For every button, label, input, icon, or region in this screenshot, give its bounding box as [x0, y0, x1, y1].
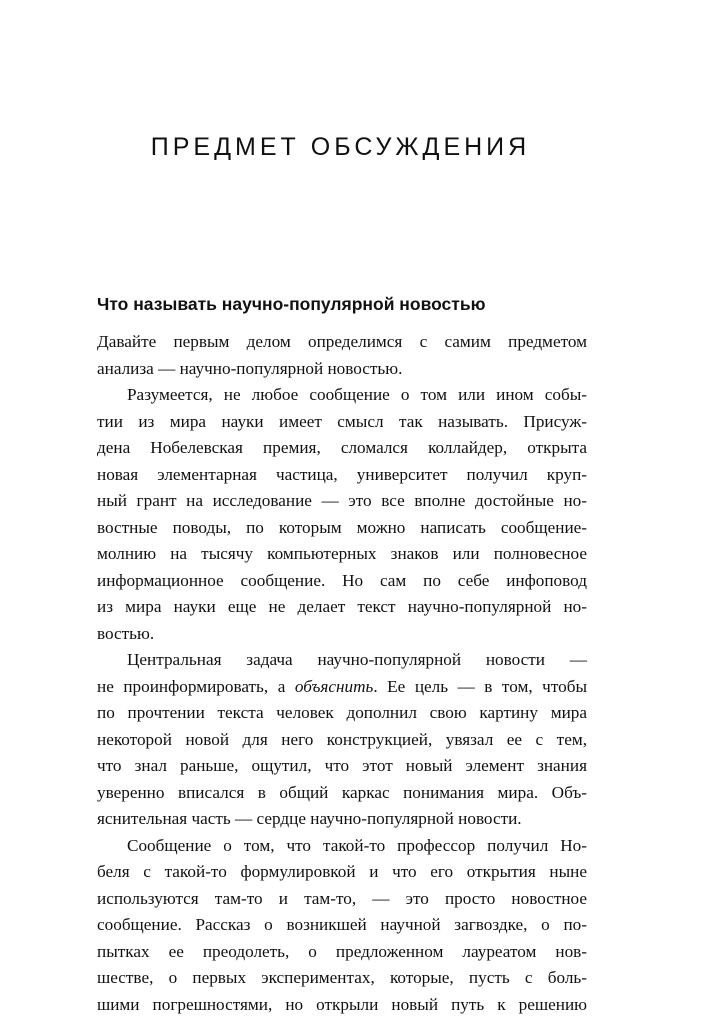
text-line: шими погрешностями, но открыли новый путь к решению: [97, 992, 587, 1018]
section-heading: Что называть научно-популярной новостью: [97, 294, 597, 315]
text-line: сообщение. Рассказ о возникшей научной загвоздке, о по-: [97, 912, 587, 939]
paragraph-3: [97, 647, 587, 833]
chapter-title: ПРЕДМЕТ ОБСУЖДЕНИЯ: [0, 133, 681, 162]
text-line: Центральная задача научно-популярной новости —: [97, 647, 587, 674]
text-line: тии из мира науки имеет смысл так называть. Присуж-: [97, 409, 587, 436]
text-line: дена Нобелевская премия, сломался коллайдер, открыта: [97, 435, 587, 462]
text-line: яснительная часть — сердце научно-популярной новости.: [97, 806, 587, 833]
text-segment: не проинформировать, а: [97, 677, 295, 696]
paragraph-2: [97, 382, 587, 647]
text-segment: . Ее цель — в том, чтобы: [373, 677, 587, 696]
text-line: анализа — научно-популярной новостью.: [97, 356, 587, 383]
paragraph-4: [97, 833, 587, 1018]
paragraph-1: [97, 329, 587, 382]
text-line: новая элементарная частица, университет получил круп-: [97, 462, 587, 489]
text-line: молнию на тысячу компьютерных знаков или полновесное: [97, 541, 587, 568]
text-line: востные поводы, по которым можно написать сообщение-: [97, 515, 587, 542]
text-line: что знал раньше, ощутил, что этот новый элемент знания: [97, 753, 587, 780]
text-line: некоторой новой для него конструкцией, увязал ее с тем,: [97, 727, 587, 754]
text-line: Давайте первым делом определимся с самим предметом: [97, 329, 587, 356]
text-line: шестве, о первых экспериментах, которые, пусть с боль-: [97, 965, 587, 992]
body-text: [97, 329, 587, 1018]
text-line: беля с такой-то формулировкой и что его открытия ныне: [97, 859, 587, 886]
text-line-with-emphasis: [97, 674, 587, 701]
text-line: используются там-то и там-то, — это просто новостное: [97, 886, 587, 913]
text-line: из мира науки еще не делает текст научно-популярной но-: [97, 594, 587, 621]
text-line: Сообщение о том, что такой-то профессор получил Но-: [97, 833, 587, 860]
text-line: уверенно вписался в общий каркас понимания мира. Объ-: [97, 780, 587, 807]
text-line: востью.: [97, 621, 587, 648]
text-line: Разумеется, не любое сообщение о том или ином собы-: [97, 382, 587, 409]
emphasis-word: объяснить: [295, 677, 373, 696]
text-line: информационное сообщение. Но сам по себе инфоповод: [97, 568, 587, 595]
text-line: по прочтении текста человек дополнил свою картину мира: [97, 700, 587, 727]
text-line: пытках ее преодолеть, о предложенном лауреатом нов-: [97, 939, 587, 966]
text-line: ный грант на исследование — это все вполне достойные но-: [97, 488, 587, 515]
